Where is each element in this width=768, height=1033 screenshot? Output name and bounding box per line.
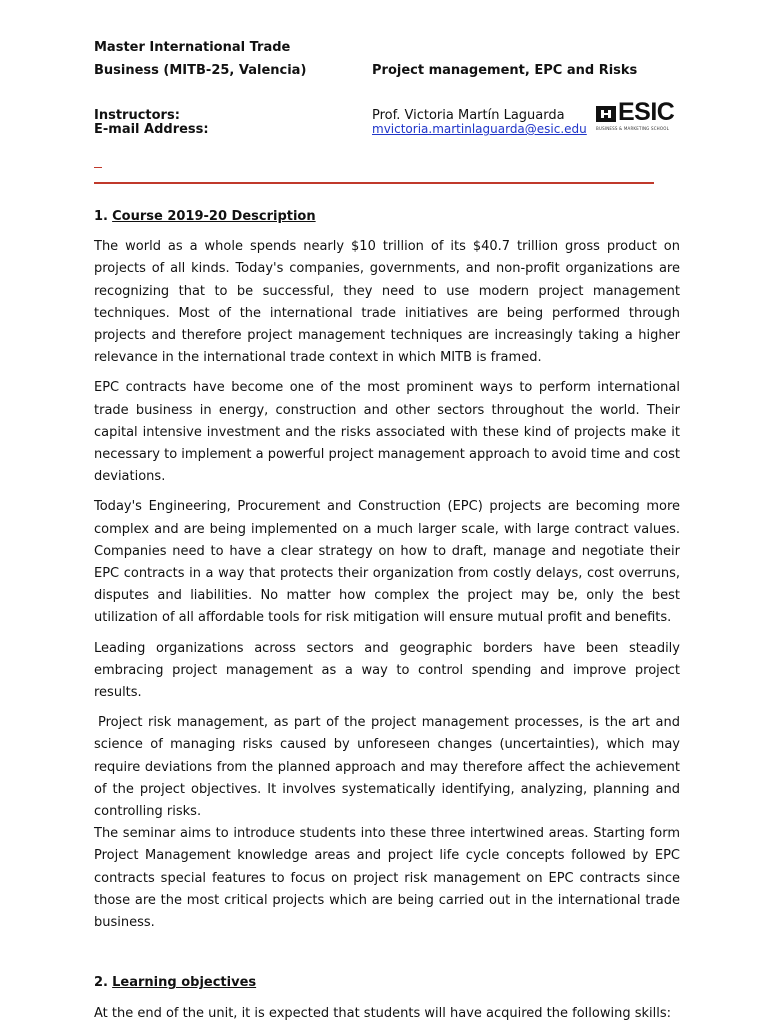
section-1-number: 1. (94, 209, 108, 224)
section-2-intro: At the end of the unit, it is expected that students will have acquired the following skills: (94, 1005, 672, 1021)
paragraph: EPC contracts have become one of the most prominent ways to perform international trade business in energy, construction and other sectors throughout the world. Their capital intensive investment and the risks associated with these kind of projects make it necessary to implement a powerful project management approach to avoid time and cost deviations. (94, 380, 680, 485)
document-page (94, 0, 684, 1024)
email-label: E-mail Address: (94, 122, 209, 137)
esic-logo-mark-icon (596, 104, 620, 124)
document-body (94, 206, 680, 1033)
program-line-2: Business (MITB-25, Valencia) (94, 63, 307, 78)
section-1-heading (94, 206, 680, 228)
spacer (94, 942, 680, 972)
paragraph: The seminar aims to introduce students into these three intertwined areas. Starting form Project Management knowledge areas and project life cycle concepts followed by EPC contracts special features to focus on project risk management on EPC contracts since those are the most critical projects which are being carried out in the international trade business. (94, 826, 680, 931)
red-dash-divider (94, 167, 102, 168)
paragraph: Leading organizations across sectors and geographic borders have been steadily embracing project management as a way to control spending and improve project results. (94, 640, 680, 701)
section-2-title: Learning objectives (112, 975, 257, 991)
logo-text: ESIC (618, 98, 675, 126)
instructors-label: Instructors: (94, 108, 180, 123)
section-1-title: Course 2019-20 Description (112, 209, 316, 224)
program-line-1: Master International Trade (94, 40, 291, 55)
red-divider-line (94, 182, 654, 184)
instructor-name: Prof. Victoria Martín Laguarda (372, 108, 565, 123)
course-title: Project management, EPC and Risks (372, 63, 638, 78)
email-link[interactable]: mvictoria.martinlaguarda@esic.edu (372, 122, 587, 136)
logo-subtitle: BUSINESS & MARKETING SCHOOL (596, 126, 670, 131)
esic-logo (596, 98, 686, 132)
paragraph: Today's Engineering, Procurement and Construction (EPC) projects are becoming more complex and are being implemented on a much larger scale, with large contract values. Companies need to have a clear strategy on how to draft, manage and negotiate their EPC contracts in a way that protects their organization from costly delays, cost overruns, disputes and liabilities. No matter how complex the project may be, only the best utilization of all affordable tools for risk mitigation will ensure mutual profit and benefits. (94, 499, 680, 626)
paragraph: The world as a whole spends nearly $10 trillion of its $40.7 trillion gross product on projects of all kinds. Today's companies, governments, and non-profit organizations are recognizing that to be successful, they need to use modern project management techniques. Most of the international trade initiatives are being performed through projects and therefore project management techniques are increasingly taking a higher relevance in the international trade context in which MITB is framed. (94, 239, 680, 366)
paragraph: Project risk management, as part of the project management processes, is the art and science of managing risks caused by unforeseen changes (uncertainties), which may require deviations from the planned approach and may therefore affect the achievement of the project objectives. It involves systematically identifying, analyzing, planning and controlling risks. (94, 715, 680, 820)
section-2-number: 2. (94, 975, 108, 991)
section-2-heading (94, 972, 680, 994)
